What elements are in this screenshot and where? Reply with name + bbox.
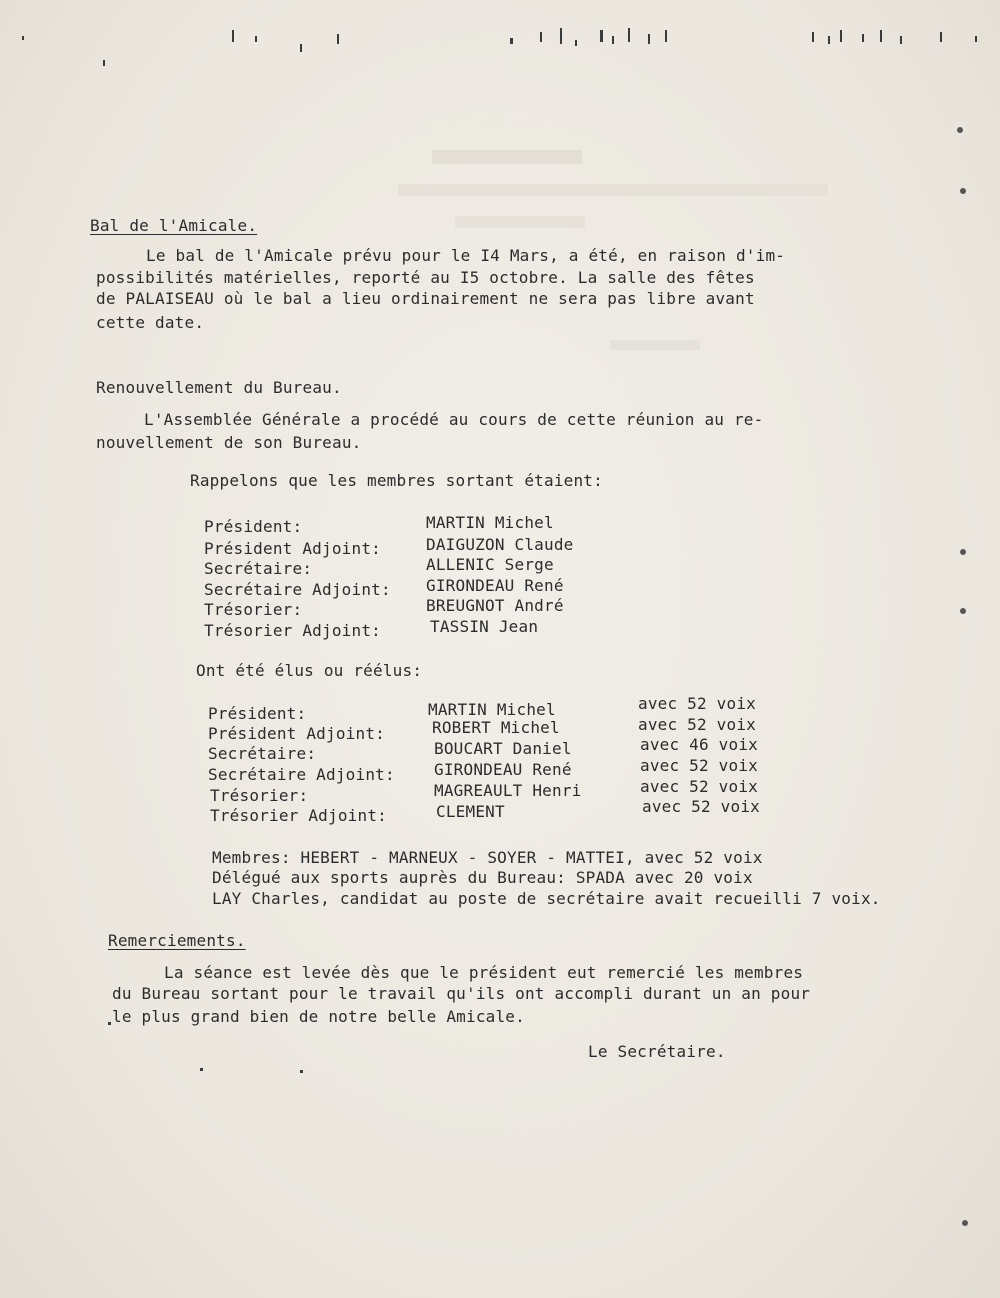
elected-votes: avec 52 voix: [638, 715, 756, 734]
heading-bal: Bal de l'Amicale.: [90, 216, 258, 235]
outgoing-role: Trésorier Adjoint:: [204, 621, 381, 640]
outgoing-name: ALLENIC Serge: [426, 555, 554, 574]
elected-role: Trésorier Adjoint:: [210, 806, 387, 825]
heading-renouvellement: Renouvellement du Bureau.: [96, 378, 342, 397]
paragraph-bal-line-4: cette date.: [96, 313, 205, 332]
outgoing-intro: Rappelons que les membres sortant étaient:: [190, 471, 603, 490]
heading-remerciements: Remerciements.: [108, 931, 246, 950]
elected-name: CLEMENT: [436, 802, 505, 821]
paragraph-remerciements-line-1: La séance est levée dès que le président eut remercié les membres: [164, 963, 804, 982]
paragraph-bal-line-2: possibilités matérielles, reporté au I5 octobre. La salle des fêtes: [96, 268, 755, 287]
paragraph-bal-line-1: Le bal de l'Amicale prévu pour le I4 Mars, a été, en raison d'im-: [146, 246, 786, 265]
paragraph-renouvellement-line-2: nouvellement de son Bureau.: [96, 433, 362, 452]
paragraph-renouvellement-line-1: L'Assemblée Générale a procédé au cours de cette réunion au re-: [144, 410, 764, 429]
outgoing-role: Secrétaire:: [204, 559, 313, 578]
outgoing-name: MARTIN Michel: [426, 513, 554, 532]
outgoing-role: Secrétaire Adjoint:: [204, 580, 391, 599]
elected-votes: avec 46 voix: [640, 735, 758, 754]
outgoing-name: DAIGUZON Claude: [426, 535, 574, 554]
elected-role: Secrétaire Adjoint:: [208, 765, 395, 784]
outgoing-role: Trésorier:: [204, 600, 303, 619]
elected-role: Président:: [208, 704, 307, 723]
ink-speck: [200, 1068, 203, 1071]
elected-votes: avec 52 voix: [638, 694, 756, 713]
elected-role: Secrétaire:: [208, 744, 317, 763]
signature: Le Secrétaire.: [588, 1042, 726, 1061]
ink-speck: [300, 1070, 303, 1073]
outgoing-name: GIRONDEAU René: [426, 576, 564, 595]
elected-votes: avec 52 voix: [640, 777, 758, 796]
ink-speck: [108, 1022, 111, 1025]
elected-intro: Ont été élus ou réélus:: [196, 661, 423, 680]
paragraph-remerciements-line-2: du Bureau sortant pour le travail qu'ils ont accompli durant un an pour: [112, 984, 811, 1003]
elected-name: ROBERT Michel: [432, 718, 560, 737]
elected-votes: avec 52 voix: [640, 756, 758, 775]
outgoing-name: BREUGNOT André: [426, 596, 564, 615]
outgoing-name: TASSIN Jean: [430, 617, 539, 636]
elected-name: MARTIN Michel: [428, 700, 556, 719]
elected-role: Trésorier:: [210, 786, 309, 805]
note-membres: Membres: HEBERT - MARNEUX - SOYER - MATTEI, avec 52 voix: [212, 848, 763, 867]
outgoing-role: Président Adjoint:: [204, 539, 381, 558]
elected-name: GIRONDEAU René: [434, 760, 572, 779]
elected-role: Président Adjoint:: [208, 724, 385, 743]
outgoing-role: Président:: [204, 517, 303, 536]
elected-name: MAGREAULT Henri: [434, 781, 582, 800]
paragraph-bal-line-3: de PALAISEAU où le bal a lieu ordinairement ne sera pas libre avant: [96, 289, 755, 308]
note-delegue: Délégué aux sports auprès du Bureau: SPADA avec 20 voix: [212, 868, 753, 887]
elected-votes: avec 52 voix: [642, 797, 760, 816]
paragraph-remerciements-line-3: le plus grand bien de notre belle Amicale.: [112, 1007, 525, 1026]
elected-name: BOUCART Daniel: [434, 739, 572, 758]
note-lay-charles: LAY Charles, candidat au poste de secrétaire avait recueilli 7 voix.: [212, 889, 881, 908]
